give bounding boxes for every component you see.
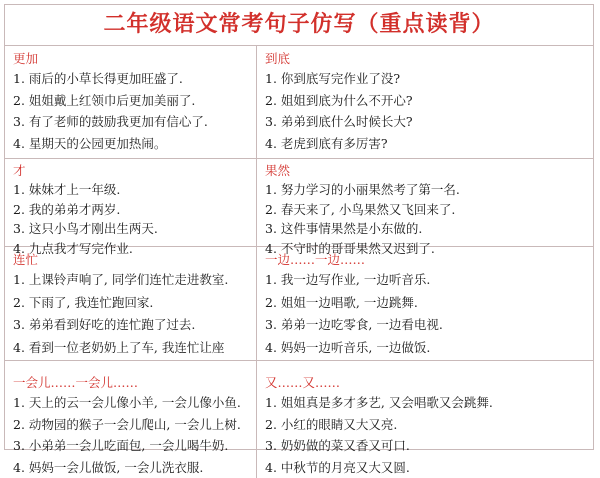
example-sentence: 1. 天上的云一会儿像小羊, 一会儿像小鱼. [13,392,256,414]
example-sentence: 3. 奶奶做的菜又香又可口. [265,435,593,457]
example-sentence: 1. 我一边写作业, 一边听音乐. [265,269,593,292]
example-sentence: 4. 不守时的哥哥果然又迟到了. [265,239,593,259]
example-sentence: 2. 我的弟弟才两岁. [13,200,256,220]
section-gengjia [5,46,257,159]
section-heading: 一会儿……一会儿…… [13,373,256,392]
section-yibian [257,247,593,361]
example-sentence: 4. 妈妈一会儿做饭, 一会儿洗衣服. [13,457,256,478]
example-sentence: 3. 小弟弟一会儿吃面包, 一会儿喝牛奶. [13,435,256,457]
example-sentence: 1. 努力学习的小丽果然考了第一名. [265,180,593,200]
example-sentence: 1. 你到底写完作业了没? [265,68,593,90]
section-heading: 到底 [265,49,593,68]
section-cai [5,159,257,247]
example-sentence: 2. 姐姐戴上红领巾后更加美丽了. [13,90,256,112]
example-sentence: 1. 上课铃声响了, 同学们连忙走进教室. [13,269,256,292]
section-heading: 更加 [13,49,256,68]
example-sentence: 3. 有了老师的鼓励我更加有信心了. [13,111,256,133]
page-title: 二年级语文常考句子仿写（重点读背） [5,5,593,46]
example-sentence: 4. 九点我才写完作业. [13,239,256,259]
example-sentence: 3. 这只小鸟才刚出生两天. [13,219,256,239]
example-sentence: 1. 姐姐真是多才多艺, 又会唱歌又会跳舞. [265,392,593,414]
phrase-grid [5,46,593,450]
example-sentence: 2. 小红的眼睛又大又亮. [265,414,593,436]
example-sentence: 2. 动物园的猴子一会儿爬山, 一会儿上树. [13,414,256,436]
example-sentence: 4. 中秋节的月亮又大又圆. [265,457,593,478]
section-heading: 又……又…… [265,373,593,392]
section-heading: 才 [13,161,256,180]
section-lianmang [5,247,257,361]
example-sentence: 3. 弟弟看到好吃的连忙跑了过去. [13,314,256,337]
section-heading: 一边……一边…… [265,250,593,269]
example-sentence: 4. 妈妈一边听音乐, 一边做饭. [265,337,593,360]
example-sentence: 1. 妹妹才上一年级. [13,180,256,200]
example-sentence: 2. 春天来了, 小鸟果然又飞回来了. [265,200,593,220]
section-you [257,361,593,478]
example-sentence: 4. 看到一位老奶奶上了车, 我连忙让座 [13,337,256,360]
example-sentence: 2. 姐姐一边唱歌, 一边跳舞. [265,292,593,315]
section-heading: 连忙 [13,250,256,269]
example-sentence: 3. 这件事情果然是小东做的. [265,219,593,239]
section-heading: 果然 [265,161,593,180]
worksheet [4,4,594,450]
example-sentence: 2. 下雨了, 我连忙跑回家. [13,292,256,315]
example-sentence: 4. 星期天的公园更加热闹。 [13,133,256,155]
example-sentence: 2. 姐姐到底为什么不开心? [265,90,593,112]
example-sentence: 4. 老虎到底有多厉害? [265,133,593,155]
example-sentence: 3. 弟弟到底什么时候长大? [265,111,593,133]
example-sentence: 1. 雨后的小草长得更加旺盛了. [13,68,256,90]
section-daodi [257,46,593,159]
section-guoran [257,159,593,247]
example-sentence: 3. 弟弟一边吃零食, 一边看电视. [265,314,593,337]
section-yihuier [5,361,257,478]
